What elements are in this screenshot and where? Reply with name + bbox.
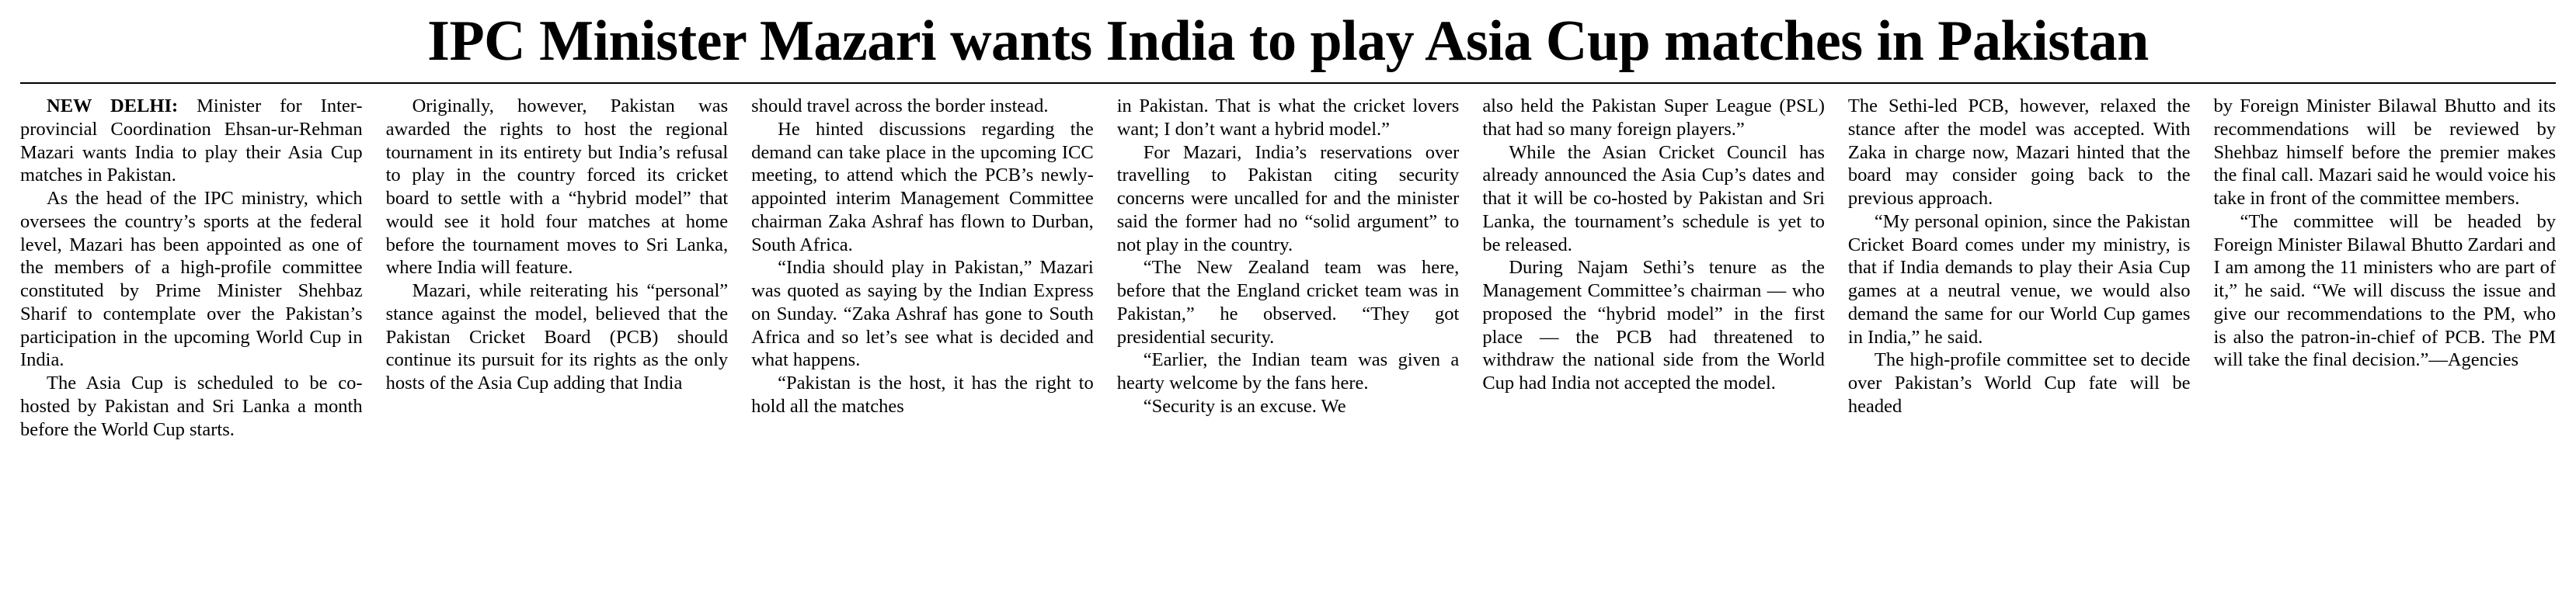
paragraph: also held the Pakistan Super League (PSL) that had so many foreign players.”	[1482, 95, 1825, 140]
paragraph: During Najam Sethi’s tenure as the Management Committee’s chairman — who proposed the “hybrid model” in the first place — the PCB had threatened to withdraw the national side from the World Cup had India not accepted the model.	[1482, 257, 1825, 394]
paragraph: in Pakistan. That is what the cricket lovers want; I don’t want a hybrid model.”	[1116, 95, 1460, 140]
paragraph: For Mazari, India’s reservations over travelling to Pakistan citing security concerns were uncalled for and the minister said the former had no “solid argument” to not play in the country.	[1116, 141, 1460, 255]
article-columns	[20, 95, 2556, 441]
article-column-2	[386, 95, 729, 395]
headline-divider	[20, 82, 2556, 84]
paragraph: “The committee will be headed by Foreign Minister Bilawal Bhutto Zardari and I am among the 11 ministers who are part of it,” he said. “We will discuss the issue and give our recommendations to the PM, who is also the patron-in-chief of PCB. The PM will take the final decision.”—Agencies	[2213, 210, 2557, 371]
article-column-6	[1848, 95, 2191, 418]
article-column-1	[20, 95, 363, 441]
article-column-4	[1117, 95, 1460, 418]
paragraph: “Pakistan is the host, it has the right to hold all the matches	[751, 373, 1094, 417]
paragraph: “India should play in Pakistan,” Mazari was quoted as saying by the Indian Express on Sunday. “Zaka Ashraf has gone to South Africa and so let’s see what is decided and what happens.	[751, 257, 1094, 371]
article-column-3	[751, 95, 1094, 418]
paragraph: “The New Zealand team was here, before that the England cricket team was in Pakistan,” he observed. “They got presidential security.	[1116, 257, 1460, 348]
paragraph: Mazari, while reiterating his “personal” stance against the model, believed that the Pakistan Cricket Board (PCB) should continue its pursuit for its rights as the only hosts of the Asia Cup adding that India	[385, 280, 729, 394]
paragraph: The high-profile committee set to decide over Pakistan’s World Cup fate will be headed	[1847, 349, 2191, 417]
paragraph: Originally, however, Pakistan was awarded the rights to host the regional tournament in its entirety but India’s refusal to play in the country forced its cricket board to settle with a “hybrid model” that would see it hold four matches at home before the tournament moves to Sri Lanka, where India will feature.	[385, 95, 729, 279]
paragraph: While the Asian Cricket Council has already announced the Asia Cup’s dates and that it will be co-hosted by Pakistan and Sri Lanka, the tournament’s schedule is yet to be released.	[1482, 141, 1825, 255]
page-title: IPC Minister Mazari wants India to play Asia Cup matches in Pakistan	[427, 9, 2149, 73]
paragraph: The Sethi-led PCB, however, relaxed the stance after the model was accepted. With Zaka in charge now, Mazari hinted that the board may consider going back to the previous approach.	[1847, 95, 2191, 210]
paragraph: He hinted discussions regarding the demand can take place in the upcoming ICC meeting, to attend which the PCB’s newly-appointed interim Management Committee chairman Zaka Ashraf has flown to Durban, South Africa.	[751, 118, 1094, 255]
paragraph: The Asia Cup is scheduled to be co-hosted by Pakistan and Sri Lanka a month before the World Cup starts.	[20, 373, 363, 440]
paragraph: “My personal opinion, since the Pakistan Cricket Board comes under my ministry, is that if India demands to play their Asia Cup games at a neutral venue, we would also demand the same for our World Cup games in India,” he said.	[1847, 210, 2191, 348]
paragraph: should travel across the border instead.	[751, 95, 1049, 116]
dateline: NEW DELHI:	[47, 95, 179, 116]
article-column-5	[1482, 95, 1825, 395]
paragraph: As the head of the IPC ministry, which oversees the country’s sports at the federal level, Mazari has been appointed as one of the members of a high-profile committee constituted by Prime Minister Shehbaz Sharif to contemplate over the Pakistan’s participation in the upcoming World Cup in India.	[20, 188, 363, 371]
paragraph: “Earlier, the Indian team was given a hearty welcome by the fans here.	[1116, 349, 1460, 394]
article-column-7	[2213, 95, 2556, 372]
paragraph: “Security is an excuse. We	[1143, 395, 1346, 417]
paragraph: by Foreign Minister Bilawal Bhutto and its recommendations will be reviewed by Shehbaz himself before the premier makes the final call. Mazari said he would voice his take in front of the committee members.	[2213, 95, 2557, 210]
paragraph: NEW DELHI: Minister for Inter-provincial Coordination Ehsan-ur-Rehman Mazari wants India to play their Asia Cup matches in Pakistan.	[20, 95, 363, 186]
